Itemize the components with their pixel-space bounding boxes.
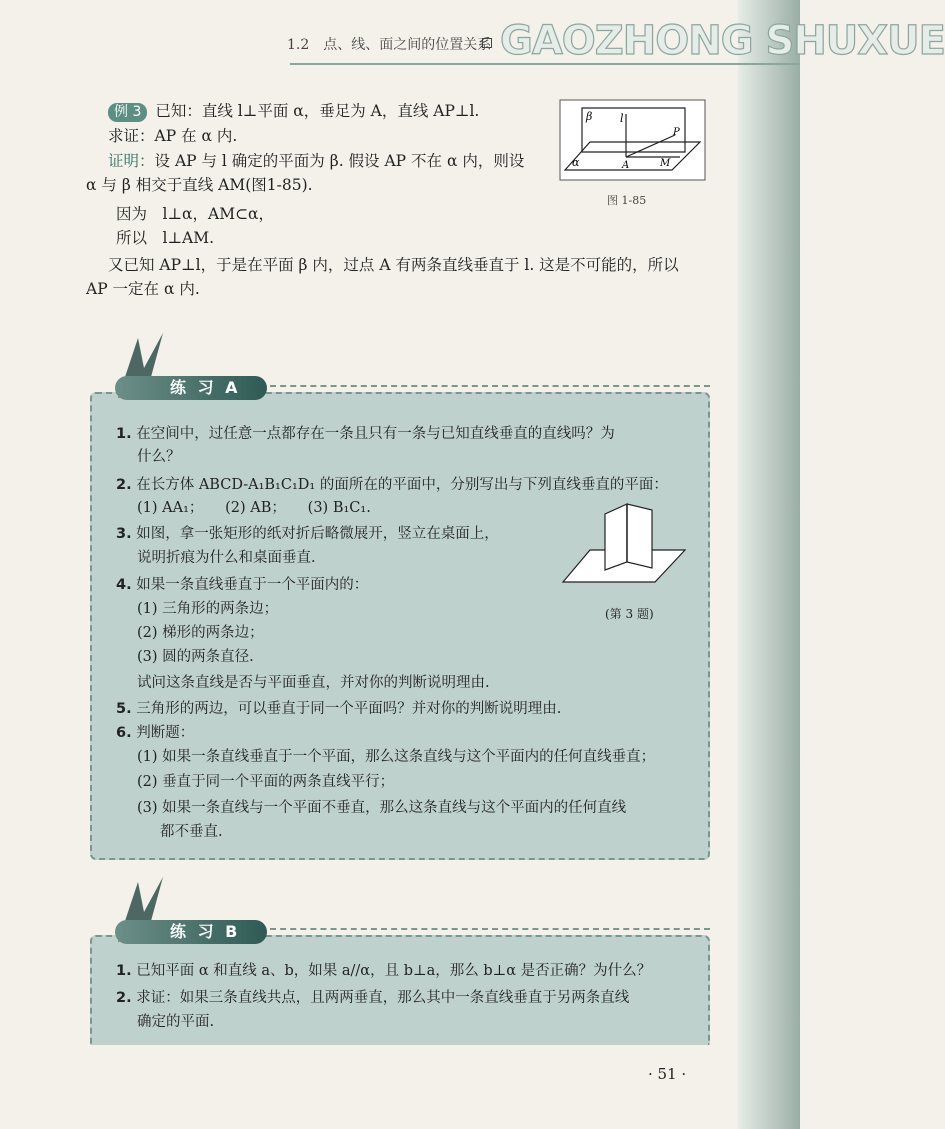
running-header: 1.2 点、线、面之间的位置关系 bbox=[287, 37, 492, 53]
practice-b-banner bbox=[100, 912, 280, 948]
series-brand: GAOZHONG SHUXUE bbox=[500, 18, 945, 64]
practice-a-item-4: 4. 如果一条直线垂直于一个平面内的： bbox=[116, 577, 369, 593]
fig-label-alpha: α bbox=[572, 156, 580, 169]
practice-a-item-5: 5. 三角形的两边，可以垂直于同一个平面吗？并对你的判断说明理由. bbox=[116, 701, 562, 717]
fig-label-m: M bbox=[660, 158, 671, 169]
proof-so: 所以 l⊥AM. bbox=[116, 229, 215, 247]
figure-1-85-caption: 图 1-85 bbox=[607, 194, 647, 207]
fig-label-beta: β bbox=[586, 110, 593, 123]
example-badge: 例 3 bbox=[108, 103, 147, 122]
page-number: · 51 · bbox=[648, 1065, 687, 1083]
proof-label: 证明： bbox=[108, 152, 155, 170]
example-prove: 求证：AP 在 α 内. bbox=[108, 127, 238, 145]
figure-1-85 bbox=[560, 100, 705, 180]
practice-a-item-6-sub3-cont: 都不垂直. bbox=[160, 824, 223, 840]
practice-a-item-1-cont: 什么？ bbox=[137, 449, 181, 465]
example-given-text: 已知：直线 l⊥平面 α，垂足为 A，直线 AP⊥l. bbox=[155, 102, 480, 120]
practice-a-item-4-tail: 试问这条直线是否与平面垂直，并对你的判断说明理由. bbox=[137, 675, 490, 691]
folded-paper-figure bbox=[560, 492, 690, 587]
practice-a-item-6: 6. 判断题： bbox=[116, 725, 195, 741]
practice-a-item-6-sub2: (2) 垂直于同一个平面的两条直线平行； bbox=[137, 774, 395, 790]
practice-a-item-1: 1. 在空间中，过任意一点都存在一条且只有一条与已知直线垂直的直线吗？为 bbox=[116, 426, 615, 442]
proof-because: 因为 l⊥α，AM⊂α， bbox=[116, 205, 275, 223]
header-square-icon bbox=[482, 38, 492, 48]
practice-a-item-2-parts: (1) AA₁； (2) AB； (3) B₁C₁. bbox=[137, 500, 371, 516]
practice-a-item-4-sub1: (1) 三角形的两条边； bbox=[137, 601, 279, 617]
practice-a-title: 练 习 A bbox=[170, 378, 241, 397]
practice-b-item-2: 2. 求证：如果三条直线共点，且两两垂直，那么其中一条直线垂直于另两条直线 bbox=[116, 990, 630, 1006]
practice-a-item-4-sub2: (2) 梯形的两条边； bbox=[137, 625, 264, 641]
practice-b-title: 练 习 B bbox=[170, 922, 241, 941]
practice-b-banner-line bbox=[270, 928, 710, 930]
problem-3-figure-caption: (第 3 题) bbox=[605, 607, 654, 621]
practice-a-item-4-sub3: (3) 圆的两条直径. bbox=[137, 649, 254, 665]
example-given bbox=[108, 100, 479, 122]
practice-a-item-3: 3. 如图，拿一张矩形的纸对折后略微展开，竖立在桌面上， bbox=[116, 526, 499, 542]
practice-a-item-2: 2. 在长方体 ABCD-A₁B₁C₁D₁ 的面所在的平面中，分别写出与下列直线垂直的平面： bbox=[116, 477, 668, 493]
proof-conclusion-1: 又已知 AP⊥l，于是在平面 β 内，过点 A 有两条直线垂直于 l. 这是不可能的，所以 bbox=[108, 256, 679, 274]
practice-b-item-2-cont: 确定的平面. bbox=[137, 1014, 215, 1030]
proof-conclusion-2: AP 一定在 α 内. bbox=[86, 280, 200, 298]
practice-a-item-3-cont: 说明折痕为什么和桌面垂直. bbox=[137, 550, 316, 566]
practice-a-banner-line bbox=[270, 385, 710, 387]
practice-a-banner bbox=[100, 368, 280, 404]
fig-label-a: A bbox=[622, 160, 630, 171]
proof-line-1: 证明：设 AP 与 l 确定的平面为 β. 假设 AP 不在 α 内，则设 bbox=[108, 152, 525, 170]
fig-label-l: l bbox=[620, 112, 624, 125]
proof-line-2: α 与 β 相交于直线 AM(图1-85). bbox=[86, 176, 313, 194]
page-edge-shade bbox=[738, 0, 800, 1129]
practice-a-item-6-sub3: (3) 如果一条直线与一个平面不垂直，那么这条直线与这个平面内的任何直线 bbox=[137, 800, 627, 816]
practice-b-item-1: 1. 已知平面 α 和直线 a、b，如果 a//α，且 b⊥a，那么 b⊥α 是否正确？为什么？ bbox=[116, 963, 652, 979]
fig-label-p: P bbox=[673, 127, 680, 138]
practice-a-item-6-sub1: (1) 如果一条直线垂直于一个平面，那么这条直线与这个平面内的任何直线垂直； bbox=[137, 749, 656, 765]
